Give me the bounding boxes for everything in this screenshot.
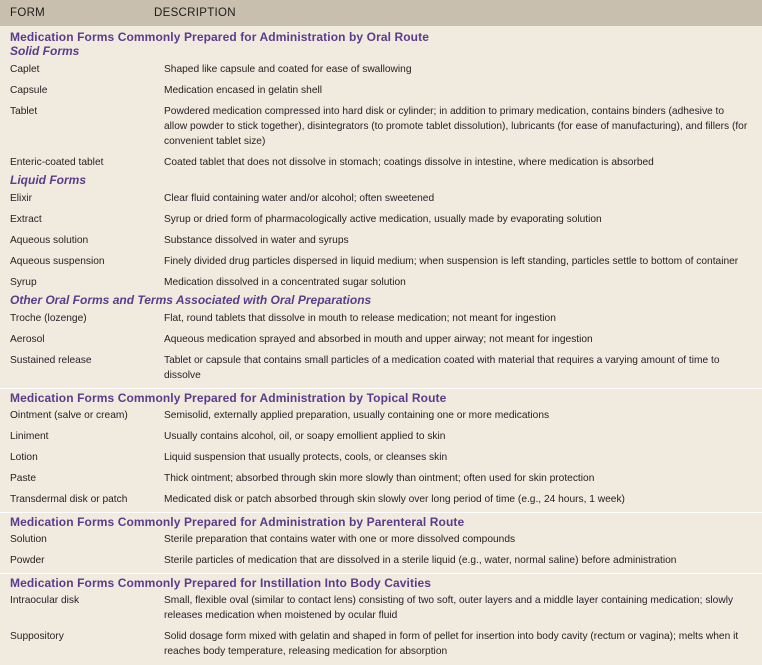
table-row <box>0 59 762 80</box>
description-cell: Substance dissolved in water and syrups <box>164 235 349 246</box>
form-cell: Suppository <box>10 631 64 642</box>
table-row <box>0 209 762 230</box>
description-cell: Tablet or capsule that contains small particles of a medication coated with material that requires a varying amount of time to dissolve <box>164 355 720 381</box>
form-cell: Powder <box>10 555 45 566</box>
form-cell: Aqueous solution <box>10 235 89 246</box>
form-cell: Extract <box>10 214 42 225</box>
description-cell: Coated tablet that does not dissolve in stomach; coatings dissolve in intestine, where medication is absorbed <box>164 157 654 168</box>
description-cell: Liquid suspension that usually protects, cools, or cleanses skin <box>164 452 448 463</box>
table-row <box>0 529 762 550</box>
table-row <box>0 80 762 101</box>
table-row <box>0 550 762 571</box>
table-body <box>0 26 762 662</box>
description-cell: Semisolid, externally applied preparation, usually containing one or more medications <box>164 410 550 421</box>
table-row <box>0 272 762 293</box>
table-row <box>0 447 762 468</box>
description-cell: Shaped like capsule and coated for ease of swallowing <box>164 64 412 75</box>
table-header <box>0 0 762 26</box>
description-cell: Solid dosage form mixed with gelatin and shaped in form of pellet for insertion into body cavity (rectum or vagina); melts when it reaches body temperature, releasing medication for absorption <box>164 631 739 657</box>
subsection-title: Other Oral Forms and Terms Associated with Oral Preparations <box>10 293 372 307</box>
description-cell: Thick ointment; absorbed through skin more slowly than ointment; often used for skin protection <box>164 473 595 484</box>
form-cell: Elixir <box>10 193 33 204</box>
table-row <box>0 468 762 489</box>
section-title: Medication Forms Commonly Prepared for Instillation Into Body Cavities <box>10 576 432 590</box>
form-cell: Paste <box>10 473 37 484</box>
description-cell: Aqueous medication sprayed and absorbed in mouth and upper airway; not meant for ingestion <box>164 334 593 345</box>
form-cell: Lotion <box>10 452 38 463</box>
table-row <box>0 308 762 329</box>
table-row <box>0 405 762 426</box>
table-row <box>0 350 762 386</box>
form-cell: Solution <box>10 534 47 545</box>
description-cell: Medication dissolved in a concentrated sugar solution <box>164 277 406 288</box>
table-row <box>0 489 762 510</box>
table-row <box>0 251 762 272</box>
description-cell: Sterile particles of medication that are dissolved in a sterile liquid (e.g., water, normal saline) before administration <box>164 555 677 566</box>
subsection-title: Liquid Forms <box>10 173 86 187</box>
description-cell: Sterile preparation that contains water with one or more dissolved compounds <box>164 534 516 545</box>
form-cell: Capsule <box>10 85 48 96</box>
form-cell: Intraocular disk <box>10 595 80 606</box>
description-cell: Usually contains alcohol, oil, or soapy emollient applied to skin <box>164 431 446 442</box>
form-cell: Aerosol <box>10 334 45 345</box>
table-row <box>0 426 762 447</box>
section-title: Medication Forms Commonly Prepared for Administration by Oral Route <box>10 30 429 44</box>
section-divider <box>0 512 762 513</box>
description-cell: Flat, round tablets that dissolve in mouth to release medication; not meant for ingestion <box>164 313 556 324</box>
form-cell: Sustained release <box>10 355 92 366</box>
form-cell: Aqueous suspension <box>10 256 105 267</box>
table-row <box>0 626 762 662</box>
form-cell: Enteric-coated tablet <box>10 157 104 168</box>
table-row <box>0 329 762 350</box>
form-cell: Ointment (salve or cream) <box>10 410 128 421</box>
table-row <box>0 188 762 209</box>
form-cell: Liniment <box>10 431 49 442</box>
description-cell: Medicated disk or patch absorbed through skin slowly over long period of time (e.g., 24 hours, 1 week) <box>164 494 625 505</box>
description-cell: Clear fluid containing water and/or alcohol; often sweetened <box>164 193 435 204</box>
table-row <box>0 101 762 152</box>
form-cell: Syrup <box>10 277 37 288</box>
subsection-title: Solid Forms <box>10 44 80 58</box>
form-cell: Transdermal disk or patch <box>10 494 128 505</box>
table-row <box>0 590 762 626</box>
table-row <box>0 152 762 173</box>
header-form: FORM <box>10 7 46 19</box>
section-divider <box>0 388 762 389</box>
section-title: Medication Forms Commonly Prepared for Administration by Parenteral Route <box>10 515 465 529</box>
section-title: Medication Forms Commonly Prepared for Administration by Topical Route <box>10 391 447 405</box>
header-description: DESCRIPTION <box>154 7 236 19</box>
description-cell: Medication encased in gelatin shell <box>164 85 323 96</box>
table-row <box>0 230 762 251</box>
description-cell: Powdered medication compressed into hard disk or cylinder; in addition to primary medication, contains binders (adhesive to allow powder to stick together), disintegrators (to promote tablet dissolution), lubricants (for ease of manufacturing), and fillers (for convenient tablet size) <box>164 106 748 147</box>
section-divider <box>0 573 762 574</box>
description-cell: Small, flexible oval (similar to contact lens) consisting of two soft, outer layers and a middle layer containing medication; slowly releases medication when moistened by ocular fluid <box>164 595 734 621</box>
description-cell: Finely divided drug particles dispersed in liquid medium; when suspension is left standing, particles settle to bottom of container <box>164 256 739 267</box>
form-cell: Troche (lozenge) <box>10 313 87 324</box>
form-cell: Tablet <box>10 106 38 117</box>
description-cell: Syrup or dried form of pharmacologically active medication, usually made by evaporating solution <box>164 214 602 225</box>
form-cell: Caplet <box>10 64 40 75</box>
